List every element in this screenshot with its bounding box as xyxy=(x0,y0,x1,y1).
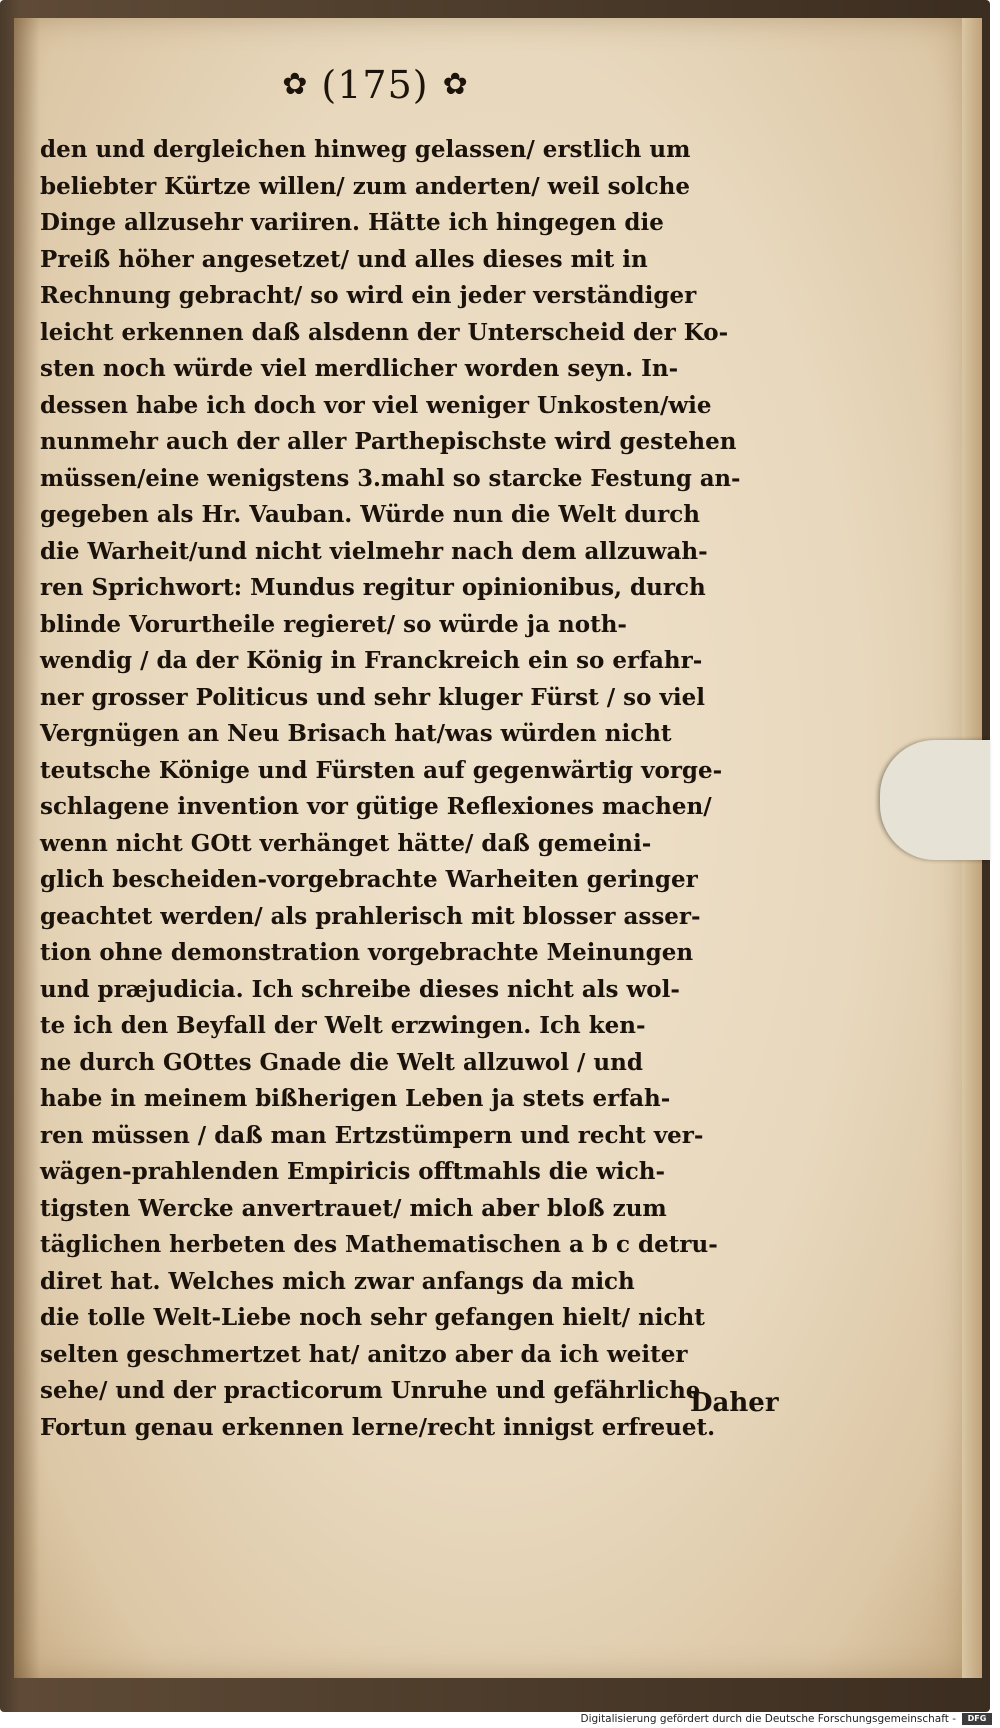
text-line: teutsche Könige und Fürsten auf gegenwärtig vorge- xyxy=(40,756,723,784)
text-line: wägen-prahlenden Empiricis offtmahls die wich- xyxy=(40,1158,666,1185)
text-line: glich bescheiden-vorgebrachte Warheiten geringer xyxy=(40,866,698,893)
text-line: Preiß höher angesetzet/ und alles dieses mit in xyxy=(40,245,648,273)
text-line: Rechnung gebracht/ so wird ein jeder verständiger xyxy=(40,282,697,309)
ornament-right-icon: ✿ xyxy=(442,67,468,102)
text-line: müssen/eine wenigstens 3.mahl so starcke Festung an- xyxy=(40,464,741,492)
ornament-left-icon: ✿ xyxy=(282,67,308,102)
text-line: leicht erkennen daß alsdenn der Unterscheid der Ko- xyxy=(40,318,729,346)
text-line: den und dergleichen hinweg gelassen/ erstlich um xyxy=(40,136,691,163)
text-line: und præjudicia. Ich schreibe dieses nicht als wol- xyxy=(40,975,680,1003)
text-line: ner grosser Politicus und sehr kluger Fürst / so viel xyxy=(40,683,705,711)
spine-shadow xyxy=(14,18,40,1678)
text-line: sehe/ und der practicorum Unruhe und gefährliche xyxy=(40,1377,701,1404)
text-line: wendig / da der König in Franckreich ein so erfahr- xyxy=(40,647,703,674)
text-line: Dinge allzusehr variiren. Hätte ich hingegen die xyxy=(40,209,664,236)
text-line: täglichen herbeten des Mathematischen a b c detru- xyxy=(40,1231,718,1258)
text-line: te ich den Beyfall der Welt erzwingen. Ich ken- xyxy=(40,1012,646,1039)
text-line: die tolle Welt-Liebe noch sehr gefangen hielt/ nicht xyxy=(40,1304,705,1331)
text-line: selten geschmertzet hat/ anitzo aber da ich weiter xyxy=(40,1340,688,1368)
page-number: (175) xyxy=(321,63,429,107)
text-line: nunmehr auch der aller Parthepischste wird gestehen xyxy=(40,428,737,455)
text-line: tigsten Wercke anvertrauet/ mich aber bloß zum xyxy=(40,1194,667,1222)
page-header xyxy=(255,60,495,110)
text-line: beliebter Kürtze willen/ zum anderten/ weil solche xyxy=(40,172,690,200)
text-line: ren Sprichwort: Mundus regitur opinionibus, durch xyxy=(40,574,706,601)
text-line: schlagene invention vor gütige Reflexiones machen/ xyxy=(40,793,712,820)
text-line: gegeben als Hr. Vauban. Würde nun die Welt durch xyxy=(40,501,701,528)
dfg-logo-icon: DFG xyxy=(962,1713,992,1725)
text-line: dessen habe ich doch vor viel weniger Unkosten/wie xyxy=(40,391,712,419)
text-line: tion ohne demonstration vorgebrachte Meinungen xyxy=(40,939,694,966)
text-line: die Warheit/und nicht vielmehr nach dem allzuwah- xyxy=(40,537,708,565)
footer-credit: Digitalisierung gefördert durch die Deutsche Forschungsgemeinschaft - xyxy=(580,1713,956,1725)
text-line: ren müssen / daß man Ertzstümpern und recht ver- xyxy=(40,1121,704,1149)
text-line: wenn nicht GOtt verhänget hätte/ daß gemeini- xyxy=(40,829,652,857)
text-line: Vergnügen an Neu Brisach hat/was würden nicht xyxy=(40,720,672,747)
bookmark-ribbon xyxy=(880,740,990,860)
text-line: sten noch würde viel merdlicher worden seyn. In- xyxy=(40,355,679,382)
text-line: blinde Vorurtheile regieret/ so würde ja noth- xyxy=(40,610,627,638)
text-line: Fortun genau erkennen lerne/recht innigst erfreuet. xyxy=(40,1413,716,1441)
text-line: habe in meinem bißherigen Leben ja stets erfah- xyxy=(40,1085,671,1112)
body-text xyxy=(40,132,740,1446)
text-line: diret hat. Welches mich zwar anfangs da mich xyxy=(40,1267,635,1295)
text-line: geachtet werden/ als prahlerisch mit blosser asser- xyxy=(40,902,701,930)
text-line: ne durch GOttes Gnade die Welt allzuwol / und xyxy=(40,1048,643,1076)
catchword: Daher xyxy=(690,1388,779,1418)
